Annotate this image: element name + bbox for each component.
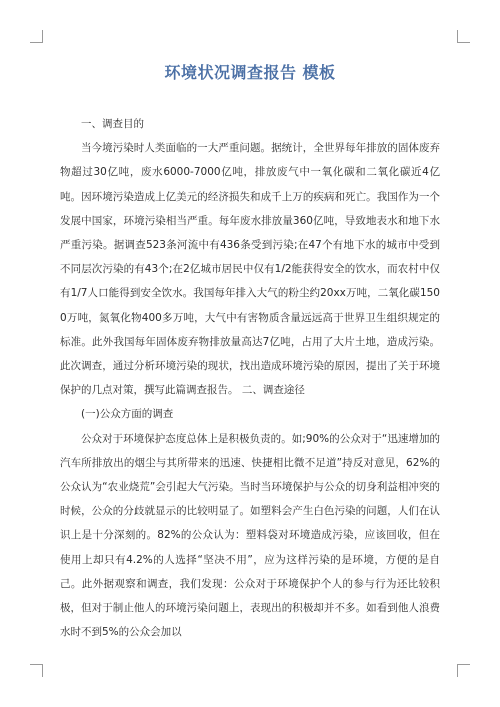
paragraph-purpose: 当今境污染时人类面临的一大严重问题。据统计，全世界每年排放的固体废弃物超过30亿吨，废水6000-7000亿吨，排放废气中一氧化碳和二氧化碳近4亿吨。因环境污染造成上亿美元的经济损失和成千上万的疾病和死亡。我国作为一个发展中国家，环境污染相当严重。每年废水排放量360亿吨，导致地表水和地下水严重污染。据调查523条河流中有436条受到污染;在47个有地下水的城市中受到不同层次污染的有43个;在2亿城市居民中仅有1/2能获得安全的饮水，而农村中仅有1/7人口能得到安全饮水。我国每年排入大气的粉尘约20xx万吨，二氧化碳1500万吨，氮氧化物400多万吨，大气中有害物质含量远远高于世界卫生组织规定的标准。此外我国每年固体废弃物排放量高达7亿吨，占用了大片土地，造成污染。此次调查，通过分析环境污染的现状，找出造成环境污染的原因，提出了关于环境保护的几点对策，撰写此篇调查报告。 二、调查途径	[60, 142, 440, 397]
crop-mark-top-right	[457, 30, 470, 43]
crop-mark-top-left	[30, 30, 43, 43]
document-body	[60, 62, 440, 644]
crop-mark-bottom-right	[457, 664, 470, 677]
section-heading-purpose: 一、调查目的	[81, 118, 144, 130]
paragraph-public: 公众对于环境保护态度总体上是积极负责的。如;90%的公众对于“迅速增加的汽车所排放出的烟尘与其所带来的迅速、快捷相比微不足道”持反对意见，62%的公众认为“农业烧荒”会引起大气污染。当时当环境保护与公众的切身利益相冲突的时候，公众的分歧就显示的比较明显了。如塑料会产生白色污染的问题，人们在认识上是十分深刻的。82%的公众认为：塑料袋对环境造成污染，应该回收，但在使用上却只有4.2%的人选择“坚决不用”，应为这样污染的是环境，方便的是自己。此外据观察和调查，我们发现：公众对于环境保护个人的参与行为还比较积极，但对于制止他人的环境污染问题上，表现出的积极却并不多。如看到他人浪费水时不到5%的公众会加以	[60, 432, 440, 639]
crop-mark-bottom-left	[30, 664, 43, 677]
document-title: 环境状况调查报告 模板	[164, 63, 336, 82]
subsection-heading-public: (一)公众方面的调查	[81, 408, 174, 421]
